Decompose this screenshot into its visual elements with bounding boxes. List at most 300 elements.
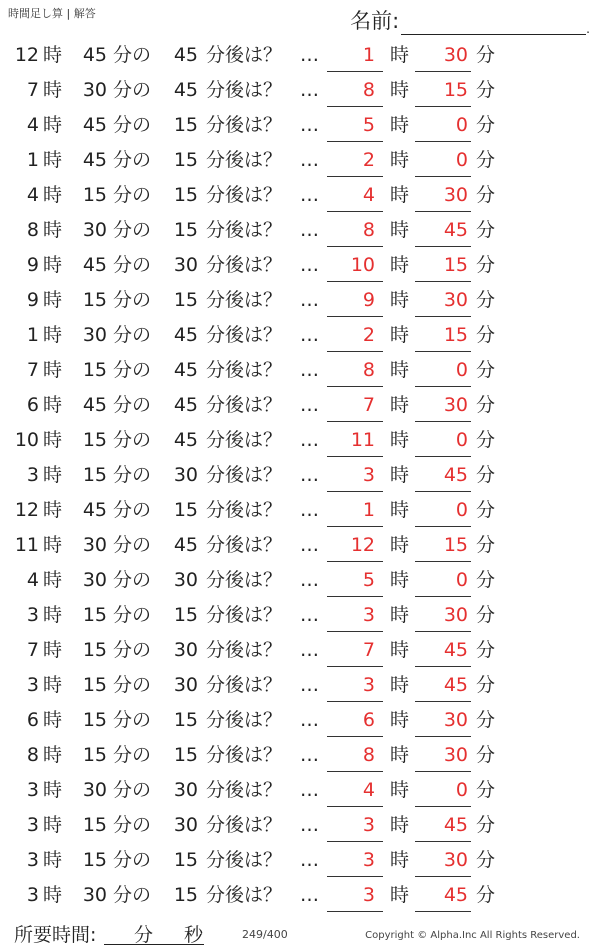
ellipsis: …: [300, 254, 319, 276]
problem-row: [0, 668, 600, 703]
answer-hour: 12: [350, 534, 375, 556]
answer-hour-label: 時: [390, 324, 410, 346]
answer-hour: 3: [362, 884, 375, 906]
answer-hour: 9: [362, 289, 375, 311]
problem-row: [0, 423, 600, 458]
answer-hour: 2: [362, 324, 375, 346]
start-hour: 9: [26, 289, 39, 311]
added-minutes: 45: [173, 44, 198, 66]
answer-hour-label: 時: [390, 429, 410, 451]
answer-minute: 0: [455, 149, 468, 171]
minute-of-label: 分の: [113, 639, 152, 661]
answer-minute-label: 分: [476, 359, 496, 381]
ellipsis: …: [300, 394, 319, 416]
hour-label: 時: [43, 394, 63, 416]
start-hour: 3: [26, 849, 39, 871]
minute-of-label: 分の: [113, 289, 152, 311]
ellipsis: …: [300, 149, 319, 171]
answer-hour-label: 時: [390, 254, 410, 276]
problem-row: [0, 248, 600, 283]
minutes-after-label: 分後は？: [206, 709, 283, 731]
answer-minute-label: 分: [476, 534, 496, 556]
answer-minute-label: 分: [476, 849, 496, 871]
ellipsis: …: [300, 114, 319, 136]
answer-hour: 3: [362, 604, 375, 626]
hour-label: 時: [43, 709, 63, 731]
start-hour: 6: [26, 709, 39, 731]
hour-label: 時: [43, 674, 63, 696]
minute-of-label: 分の: [113, 429, 152, 451]
added-minutes: 15: [173, 289, 198, 311]
minute-of-label: 分の: [113, 499, 152, 521]
added-minutes: 45: [173, 79, 198, 101]
answer-hour-label: 時: [390, 464, 410, 486]
answer-minute-label: 分: [476, 219, 496, 241]
name-label: 名前:: [350, 9, 400, 33]
answer-minute: 15: [443, 254, 468, 276]
start-minute: 15: [82, 639, 107, 661]
minute-of-label: 分の: [113, 149, 152, 171]
time-seconds-label: 秒: [184, 924, 204, 946]
answer-minute: 30: [443, 604, 468, 626]
answer-minute-label: 分: [476, 884, 496, 906]
minutes-after-label: 分後は？: [206, 604, 283, 626]
minute-of-label: 分の: [113, 849, 152, 871]
answer-hour-label: 時: [390, 849, 410, 871]
answer-minute-label: 分: [476, 639, 496, 661]
start-minute: 30: [82, 219, 107, 241]
minute-of-label: 分の: [113, 814, 152, 836]
hour-label: 時: [43, 429, 63, 451]
answer-minute: 45: [443, 884, 468, 906]
start-minute: 45: [82, 394, 107, 416]
start-hour: 12: [14, 44, 39, 66]
start-hour: 3: [26, 814, 39, 836]
problem-row: [0, 703, 600, 738]
answer-hour: 7: [362, 639, 375, 661]
hour-label: 時: [43, 779, 63, 801]
minute-of-label: 分の: [113, 534, 152, 556]
hour-label: 時: [43, 44, 63, 66]
minutes-after-label: 分後は？: [206, 884, 283, 906]
start-minute: 15: [82, 674, 107, 696]
start-minute: 30: [82, 779, 107, 801]
answer-hour: 1: [362, 499, 375, 521]
start-hour: 3: [26, 674, 39, 696]
answer-minute: 45: [443, 814, 468, 836]
minute-of-label: 分の: [113, 744, 152, 766]
answer-hour-label: 時: [390, 184, 410, 206]
added-minutes: 45: [173, 429, 198, 451]
minute-of-label: 分の: [113, 324, 152, 346]
answer-minute-label: 分: [476, 184, 496, 206]
start-minute: 45: [82, 499, 107, 521]
problem-row: [0, 38, 600, 73]
added-minutes: 30: [173, 639, 198, 661]
minutes-after-label: 分後は？: [206, 254, 283, 276]
added-minutes: 15: [173, 149, 198, 171]
answer-minute-label: 分: [476, 674, 496, 696]
copyright-notice: Copyright © Alpha.Inc All Rights Reserved.: [365, 930, 580, 941]
added-minutes: 15: [173, 184, 198, 206]
answer-hour: 4: [362, 184, 375, 206]
answer-hour: 8: [362, 744, 375, 766]
answer-minute-label: 分: [476, 254, 496, 276]
minutes-after-label: 分後は？: [206, 464, 283, 486]
ellipsis: …: [300, 184, 319, 206]
minutes-after-label: 分後は？: [206, 44, 283, 66]
added-minutes: 15: [173, 709, 198, 731]
problem-row: [0, 598, 600, 633]
minute-of-label: 分の: [113, 674, 152, 696]
answer-minute: 15: [443, 534, 468, 556]
answer-minute-label: 分: [476, 44, 496, 66]
answer-minute: 45: [443, 639, 468, 661]
answer-minute: 30: [443, 289, 468, 311]
answer-hour-label: 時: [390, 744, 410, 766]
start-minute: 30: [82, 79, 107, 101]
ellipsis: …: [300, 79, 319, 101]
added-minutes: 45: [173, 359, 198, 381]
answer-hour: 11: [350, 429, 375, 451]
answer-minute: 30: [443, 394, 468, 416]
hour-label: 時: [43, 849, 63, 871]
answer-hour-label: 時: [390, 884, 410, 906]
added-minutes: 30: [173, 779, 198, 801]
hour-label: 時: [43, 744, 63, 766]
ellipsis: …: [300, 639, 319, 661]
start-hour: 4: [26, 569, 39, 591]
answer-hour: 3: [362, 814, 375, 836]
hour-label: 時: [43, 254, 63, 276]
answer-hour: 7: [362, 394, 375, 416]
answer-minute: 15: [443, 324, 468, 346]
start-minute: 15: [82, 429, 107, 451]
answer-hour: 8: [362, 219, 375, 241]
hour-label: 時: [43, 114, 63, 136]
added-minutes: 30: [173, 464, 198, 486]
ellipsis: …: [300, 709, 319, 731]
ellipsis: …: [300, 499, 319, 521]
minutes-after-label: 分後は？: [206, 394, 283, 416]
answer-hour: 3: [362, 674, 375, 696]
minutes-after-label: 分後は？: [206, 639, 283, 661]
answer-minute-label: 分: [476, 149, 496, 171]
minutes-after-label: 分後は？: [206, 569, 283, 591]
minutes-after-label: 分後は？: [206, 849, 283, 871]
ellipsis: …: [300, 814, 319, 836]
minute-of-label: 分の: [113, 79, 152, 101]
problem-row: [0, 878, 600, 913]
minutes-after-label: 分後は？: [206, 324, 283, 346]
problem-row: [0, 528, 600, 563]
minutes-after-label: 分後は？: [206, 289, 283, 311]
problem-row: [0, 73, 600, 108]
start-minute: 30: [82, 324, 107, 346]
answer-hour-label: 時: [390, 289, 410, 311]
start-minute: 45: [82, 254, 107, 276]
hour-label: 時: [43, 149, 63, 171]
added-minutes: 15: [173, 604, 198, 626]
start-hour: 3: [26, 604, 39, 626]
hour-label: 時: [43, 499, 63, 521]
start-hour: 6: [26, 394, 39, 416]
added-minutes: 45: [173, 394, 198, 416]
minute-of-label: 分の: [113, 359, 152, 381]
answer-minute: 45: [443, 464, 468, 486]
answer-minute-label: 分: [476, 709, 496, 731]
answer-minute-label: 分: [476, 114, 496, 136]
answer-minute: 30: [443, 184, 468, 206]
answer-hour: 6: [362, 709, 375, 731]
added-minutes: 30: [173, 254, 198, 276]
ellipsis: …: [300, 884, 319, 906]
start-minute: 15: [82, 709, 107, 731]
answer-hour: 5: [362, 569, 375, 591]
minutes-after-label: 分後は？: [206, 744, 283, 766]
answer-hour: 1: [362, 44, 375, 66]
name-blank-line: [401, 12, 586, 35]
answer-hour-label: 時: [390, 219, 410, 241]
page-number: 249/400: [242, 928, 288, 941]
added-minutes: 15: [173, 499, 198, 521]
added-minutes: 15: [173, 849, 198, 871]
problem-row: [0, 178, 600, 213]
start-hour: 7: [26, 359, 39, 381]
hour-label: 時: [43, 534, 63, 556]
hour-label: 時: [43, 184, 63, 206]
start-minute: 15: [82, 604, 107, 626]
answer-minute-label: 分: [476, 814, 496, 836]
minute-of-label: 分の: [113, 709, 152, 731]
minutes-after-label: 分後は？: [206, 499, 283, 521]
answer-hour-label: 時: [390, 499, 410, 521]
ellipsis: …: [300, 44, 319, 66]
answer-minute: 30: [443, 709, 468, 731]
answer-hour: 2: [362, 149, 375, 171]
start-minute: 15: [82, 814, 107, 836]
answer-hour: 4: [362, 779, 375, 801]
start-minute: 45: [82, 44, 107, 66]
answer-hour: 3: [362, 849, 375, 871]
start-minute: 15: [82, 849, 107, 871]
minute-of-label: 分の: [113, 254, 152, 276]
hour-label: 時: [43, 464, 63, 486]
minutes-after-label: 分後は？: [206, 359, 283, 381]
answer-hour: 3: [362, 464, 375, 486]
answer-minute: 0: [455, 499, 468, 521]
added-minutes: 45: [173, 534, 198, 556]
worksheet-footer: [0, 918, 600, 948]
answer-hour: 5: [362, 114, 375, 136]
answer-minute: 45: [443, 674, 468, 696]
start-hour: 1: [26, 149, 39, 171]
answer-minute: 0: [455, 429, 468, 451]
answer-minute-label: 分: [476, 324, 496, 346]
problem-row: [0, 843, 600, 878]
minute-of-label: 分の: [113, 604, 152, 626]
answer-minute-label: 分: [476, 604, 496, 626]
answer-minute: 45: [443, 219, 468, 241]
hour-label: 時: [43, 814, 63, 836]
minutes-after-label: 分後は？: [206, 534, 283, 556]
ellipsis: …: [300, 744, 319, 766]
answer-hour: 8: [362, 79, 375, 101]
problem-row: [0, 633, 600, 668]
start-minute: 15: [82, 289, 107, 311]
start-minute: 15: [82, 359, 107, 381]
ellipsis: …: [300, 219, 319, 241]
answer-hour-label: 時: [390, 44, 410, 66]
answer-hour-label: 時: [390, 709, 410, 731]
minutes-after-label: 分後は？: [206, 79, 283, 101]
minutes-after-label: 分後は？: [206, 184, 283, 206]
answer-hour-label: 時: [390, 534, 410, 556]
answer-hour-label: 時: [390, 149, 410, 171]
answer-minute-label: 分: [476, 569, 496, 591]
ellipsis: …: [300, 569, 319, 591]
added-minutes: 15: [173, 884, 198, 906]
added-minutes: 30: [173, 814, 198, 836]
ellipsis: …: [300, 324, 319, 346]
ellipsis: …: [300, 359, 319, 381]
minutes-after-label: 分後は？: [206, 814, 283, 836]
minute-of-label: 分の: [113, 569, 152, 591]
problem-row: [0, 738, 600, 773]
problem-row: [0, 108, 600, 143]
answer-hour-label: 時: [390, 359, 410, 381]
answer-hour-label: 時: [390, 394, 410, 416]
start-hour: 3: [26, 779, 39, 801]
answer-minute-label: 分: [476, 394, 496, 416]
problem-row: [0, 388, 600, 423]
minute-of-label: 分の: [113, 394, 152, 416]
start-minute: 30: [82, 534, 107, 556]
start-hour: 8: [26, 744, 39, 766]
start-hour: 7: [26, 639, 39, 661]
added-minutes: 30: [173, 674, 198, 696]
answer-minute: 30: [443, 744, 468, 766]
start-hour: 4: [26, 114, 39, 136]
answer-hour-label: 時: [390, 114, 410, 136]
answer-minute-label: 分: [476, 429, 496, 451]
minutes-after-label: 分後は？: [206, 429, 283, 451]
start-minute: 30: [82, 884, 107, 906]
minutes-after-label: 分後は？: [206, 149, 283, 171]
answer-minute-label: 分: [476, 464, 496, 486]
problem-row: [0, 458, 600, 493]
problem-row: [0, 283, 600, 318]
hour-label: 時: [43, 569, 63, 591]
problem-row: [0, 143, 600, 178]
added-minutes: 45: [173, 324, 198, 346]
minutes-after-label: 分後は？: [206, 219, 283, 241]
hour-label: 時: [43, 219, 63, 241]
name-field: [350, 5, 590, 35]
problem-row: [0, 773, 600, 808]
answer-hour: 8: [362, 359, 375, 381]
problem-row: [0, 318, 600, 353]
start-minute: 45: [82, 114, 107, 136]
answer-minute-label: 分: [476, 499, 496, 521]
answer-hour-label: 時: [390, 814, 410, 836]
answer-hour-label: 時: [390, 779, 410, 801]
start-hour: 8: [26, 219, 39, 241]
name-end-dot: .: [586, 22, 590, 36]
added-minutes: 15: [173, 744, 198, 766]
start-minute: 30: [82, 569, 107, 591]
answer-minute-label: 分: [476, 779, 496, 801]
hour-label: 時: [43, 359, 63, 381]
start-hour: 7: [26, 79, 39, 101]
hour-label: 時: [43, 289, 63, 311]
added-minutes: 15: [173, 219, 198, 241]
ellipsis: …: [300, 779, 319, 801]
added-minutes: 30: [173, 569, 198, 591]
start-minute: 45: [82, 149, 107, 171]
problem-list: [0, 38, 600, 913]
problem-row: [0, 808, 600, 843]
ellipsis: …: [300, 604, 319, 626]
start-minute: 15: [82, 184, 107, 206]
start-hour: 3: [26, 464, 39, 486]
start-minute: 15: [82, 464, 107, 486]
hour-label: 時: [43, 604, 63, 626]
minute-of-label: 分の: [113, 884, 152, 906]
answer-hour-label: 時: [390, 569, 410, 591]
ellipsis: …: [300, 289, 319, 311]
answer-minute: 0: [455, 114, 468, 136]
start-hour: 3: [26, 884, 39, 906]
start-hour: 11: [14, 534, 39, 556]
answer-minute: 15: [443, 79, 468, 101]
minute-of-label: 分の: [113, 779, 152, 801]
hour-label: 時: [43, 639, 63, 661]
answer-hour: 10: [350, 254, 375, 276]
answer-minute-label: 分: [476, 744, 496, 766]
problem-row: [0, 213, 600, 248]
start-hour: 10: [14, 429, 39, 451]
problem-row: [0, 563, 600, 598]
minutes-after-label: 分後は？: [206, 114, 283, 136]
start-hour: 4: [26, 184, 39, 206]
minutes-after-label: 分後は？: [206, 674, 283, 696]
minute-of-label: 分の: [113, 464, 152, 486]
answer-minute: 0: [455, 569, 468, 591]
hour-label: 時: [43, 79, 63, 101]
start-hour: 9: [26, 254, 39, 276]
ellipsis: …: [300, 534, 319, 556]
ellipsis: …: [300, 674, 319, 696]
answer-hour-label: 時: [390, 604, 410, 626]
answer-minute: 0: [455, 359, 468, 381]
start-minute: 15: [82, 744, 107, 766]
start-hour: 12: [14, 499, 39, 521]
worksheet-title: 時間足し算 | 解答: [8, 7, 96, 20]
answer-minute: 30: [443, 44, 468, 66]
added-minutes: 15: [173, 114, 198, 136]
minute-of-label: 分の: [113, 219, 152, 241]
answer-minute: 0: [455, 779, 468, 801]
minutes-after-label: 分後は？: [206, 779, 283, 801]
hour-label: 時: [43, 884, 63, 906]
minute-of-label: 分の: [113, 184, 152, 206]
minute-of-label: 分の: [113, 114, 152, 136]
ellipsis: …: [300, 464, 319, 486]
time-minutes-label: 分: [134, 924, 154, 946]
hour-label: 時: [43, 324, 63, 346]
problem-row: [0, 493, 600, 528]
